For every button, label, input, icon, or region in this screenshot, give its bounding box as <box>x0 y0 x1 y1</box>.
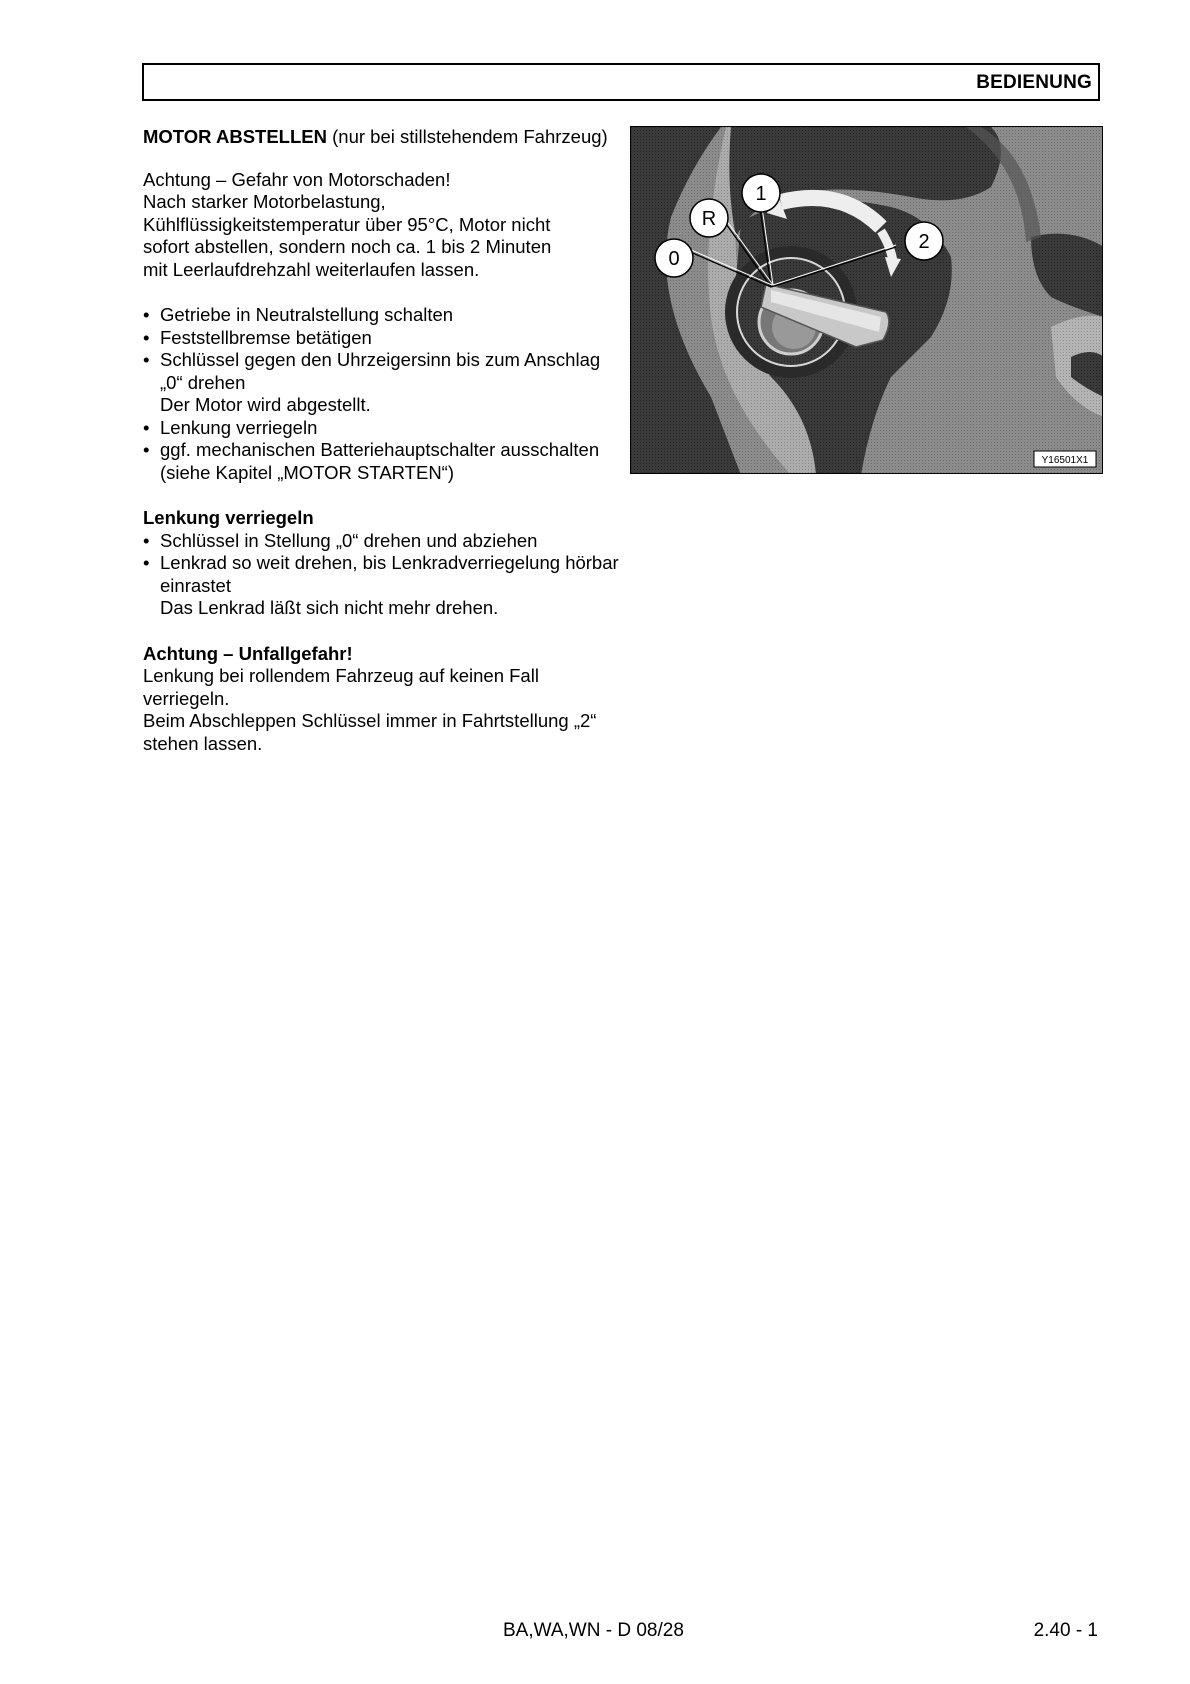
list-item: • Feststellbremse betätigen <box>143 326 372 348</box>
lenkung-heading: Lenkung verriegeln <box>143 507 314 528</box>
motor-stop-steps <box>143 304 623 484</box>
step-result: Der Motor wird abgestellt. <box>160 394 371 415</box>
page-number: 2.40 - 1 <box>1033 1620 1098 1641</box>
accident-warning-text: Lenkung bei rollendem Fahrzeug auf keinen Fall verriegeln. Beim Abschleppen Schlüssel immer in Fahrtstellung „2“ stehen lassen. <box>143 665 597 754</box>
warning-line: Nach starker Motorbelastung, <box>143 191 386 212</box>
section-title: BEDIENUNG <box>976 72 1092 93</box>
accident-warning-heading: Achtung – Unfallgefahr! <box>143 642 353 664</box>
step-result: Das Lenkrad läßt sich nicht mehr drehen. <box>160 597 499 618</box>
list-item: • Lenkung verriegeln <box>143 416 318 438</box>
ignition-switch-figure <box>630 126 1103 474</box>
list-item: • Schlüssel gegen den Uhrzeigersinn bis zum Anschlag „0“ drehen Der Motor wird abgestellt. <box>143 349 623 417</box>
text-column <box>143 126 623 755</box>
ignition-switch-illustration <box>631 127 1103 474</box>
list-item: • Schlüssel in Stellung „0“ drehen und abziehen <box>143 529 538 551</box>
warning-line: Achtung – Gefahr von Motorschaden! <box>143 168 451 190</box>
motor-heading-paragraph <box>143 126 623 149</box>
list-item: • Getriebe in Neutralstellung schalten <box>143 304 454 325</box>
steering-lock-steps <box>143 530 623 620</box>
engine-damage-warning <box>143 169 623 282</box>
warning-line: mit Leerlaufdrehzahl weiterlaufen lassen. <box>143 258 480 280</box>
header-box <box>142 63 1100 101</box>
position-0-label: 0 <box>668 248 680 270</box>
list-item: • Lenkrad so weit drehen, bis Lenkradverriegelung hörbar einrastet Das Lenkrad läßt sich nicht mehr drehen. <box>143 552 623 620</box>
motor-heading-note: (nur bei stillstehendem Fahrzeug) <box>326 126 608 147</box>
warning-line: sofort abstellen, sondern noch ca. 1 bis 2 Minuten <box>143 236 552 257</box>
figure-code: Y16501X1 <box>1041 455 1089 466</box>
position-r-label: R <box>701 208 717 230</box>
document-code: BA,WA,WN - D 08/28 <box>503 1620 684 1641</box>
motor-heading: MOTOR ABSTELLEN <box>143 126 327 147</box>
warning-line: Kühlflüssigkeitstemperatur über 95°C, Motor nicht <box>143 213 551 235</box>
list-item: • ggf. mechanischen Batteriehauptschalter ausschalten (siehe Kapitel „MOTOR STARTEN“) <box>143 439 600 483</box>
position-2-label: 2 <box>918 231 930 253</box>
position-1-label: 1 <box>755 183 767 205</box>
